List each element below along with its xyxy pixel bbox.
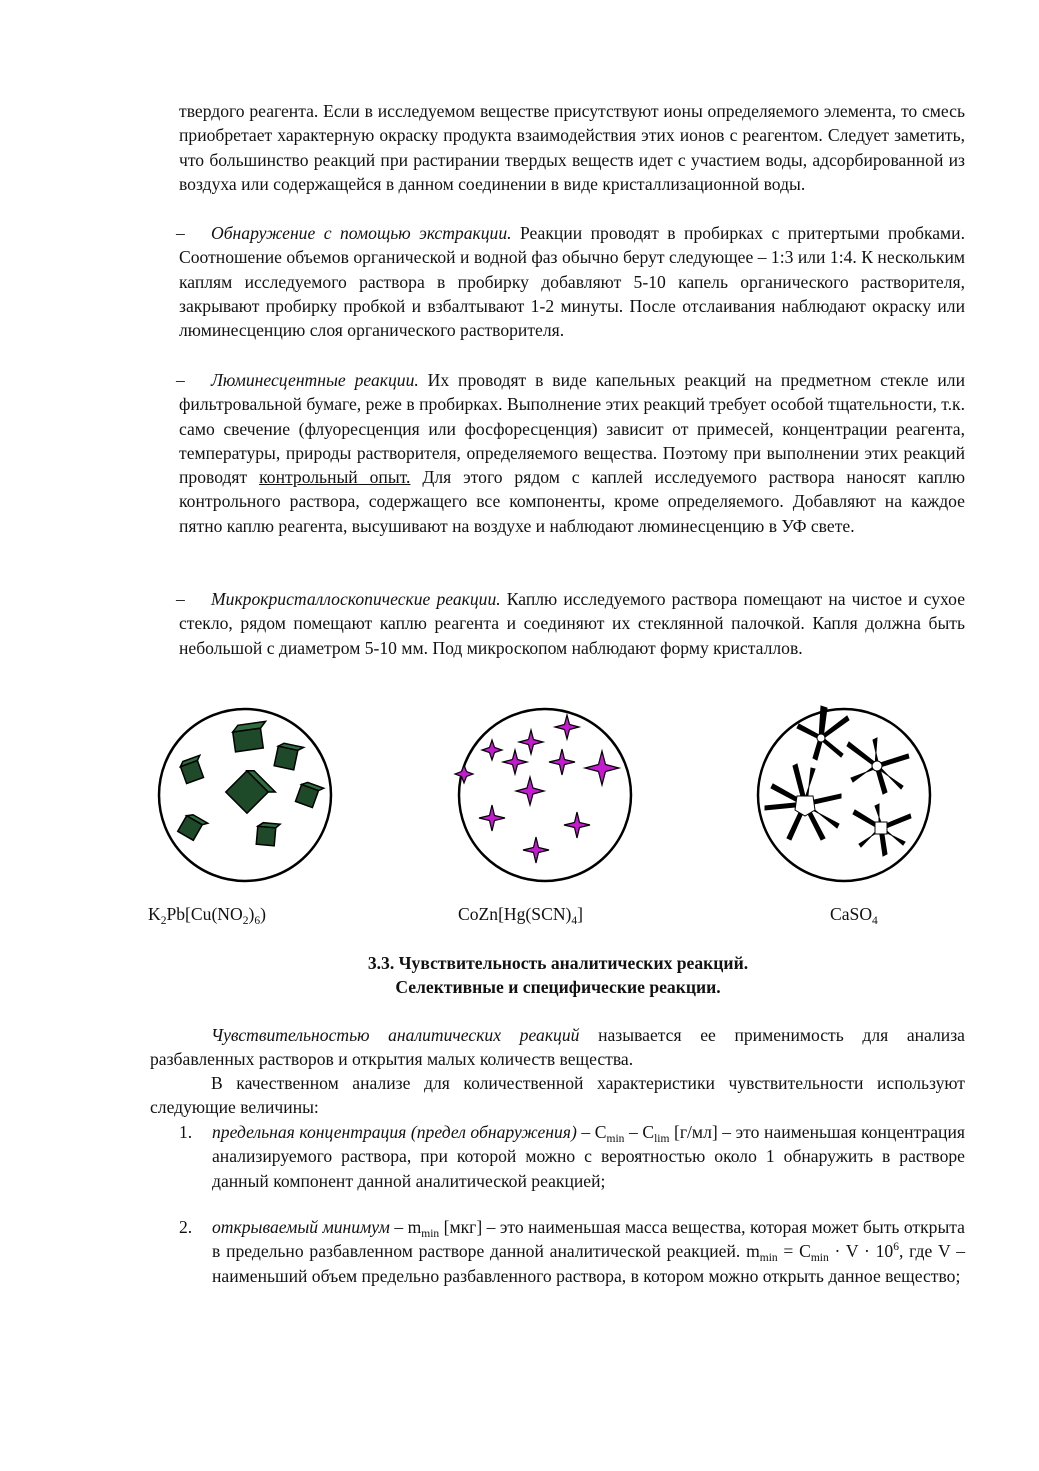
term-microcrystal: Микрокристаллоскопические реакции. [211, 589, 501, 609]
caption-potassium-lead-hexanitrocuprate: $K_2Pb[Cu(NO_2)_6)$ [148, 904, 266, 927]
control-experiment-term: контрольный опыт. [259, 467, 411, 488]
needle-crystal-clusters [765, 706, 911, 856]
crystal-figure-stars-magenta [450, 700, 640, 890]
paragraph-quantities-intro: В качественном анализе для количественной характеристики чувствительности используют следующие величины: [150, 1073, 965, 1118]
heading-line-1: 3.3. Чувствительность аналитических реакций. [367, 953, 749, 973]
bullet-microcrystal [176, 587, 966, 660]
green-cube-crystals [178, 721, 324, 846]
list-item-detectable-minimum: 2. открываемый минимум – $m_{min}$ [мкг] – это наименьшая масса вещества, которая может быть открыта в предельно разбавленном растворе данной аналитической реакцией. $m_{min} = C_{min} \cdot V \cdot 10^6$, где V – наименьший объем предельно разбавленного раствора, в котором можно открыть данное вещество; [179, 1217, 965, 1286]
bullet-extraction [176, 221, 965, 342]
crystal-figure-needles [749, 700, 939, 890]
term-sensitivity: Чувствительностью аналитических реакций [211, 1025, 580, 1045]
bullet-luminescent [176, 368, 965, 538]
crystal-figure-cube-green [150, 700, 340, 890]
body-luminescent-2: Для этого рядом с каплей исследуемого раствора наносят каплю контрольного раствора, содержащего все компоненты, кроме определяемого. Добавляют на каждое пятно каплю реагента, высушивают на воздухе и наблюдают люминесценцию в УФ свете. [179, 467, 965, 536]
section-heading [150, 951, 966, 999]
body-luminescent-1: Их проводят в виде капельных реакций на предметном стекле или фильтровальной бумаге, реже в пробирках. Выполнение этих реакций требует особой тщательности, т.к. само свечение (флуоресценция или фосфоресценция) зависит от примесей, концентрации реагента, температуры, природы растворителя, определяемого вещества. Поэтому при выполнении этих реакций проводят [179, 370, 965, 488]
body-sensitivity: называется ее применимость для анализа разбавленных растворов и открытия малых количеств вещества. [150, 1025, 965, 1070]
term-extraction: Обнаружение с помощью экстракции. [211, 223, 512, 243]
caption-cobalt-zinc-tetrathiocyanatomercurate: $CoZn[Hg(SCN)_4]$ [458, 904, 583, 927]
term-luminescent: Люминесцентные реакции. [211, 370, 419, 390]
heading-line-2: Селективные и специфические реакции. [395, 977, 721, 997]
magenta-star-crystals [455, 715, 619, 863]
body-microcrystal: Каплю исследуемого раствора помещают на чистое и сухое стекло, рядом помещают каплю реагента и соединяют их стеклянной палочкой. Капля должна быть небольшой с диаметром 5-10 мм. Под микроскопом наблюдают форму кристаллов. [179, 589, 966, 658]
paragraph-sensitivity-definition [150, 1023, 965, 1072]
bullet-dash: – [176, 589, 185, 609]
bullet-dash: – [176, 223, 185, 243]
bullet-dash: – [176, 370, 185, 390]
list-item-limit-concentration: 1. предельная концентрация (предел обнаружения) – $C_{min} - C_{lim}$ [г/мл] – это наименьшая концентрация анализируемого раствора, при которой можно с вероятностью около 1 обнаружить в растворе данный компонент данной аналитической реакцией; [179, 1122, 965, 1191]
caption-calcium-sulfate: CaSO$_4$ [830, 904, 878, 927]
body-extraction: Реакции проводят в пробирках с притертыми пробками. Соотношение объемов органической и водной фаз обычно берут следующее – 1:3 или 1:4. К нескольким каплям исследуемого раствора в пробирку добавляют 5-10 капель органического растворителя, закрывают пробирку пробкой и взбалтывают 1-2 минуты. После отслаивания наблюдают окраску или люминесценцию слоя органического растворителя. [179, 223, 965, 341]
paragraph-continuation: твердого реагента. Если в исследуемом веществе присутствуют ионы определяемого элемента, то смесь приобретает характерную окраску продукта взаимодействия этих ионов с реагентом. Следует заметить, что большинство реакций при растирании твердых веществ идет с участием воды, адсорбированной из воздуха или содержащейся в данном соединении в виде кристаллизационной воды. [179, 101, 965, 194]
